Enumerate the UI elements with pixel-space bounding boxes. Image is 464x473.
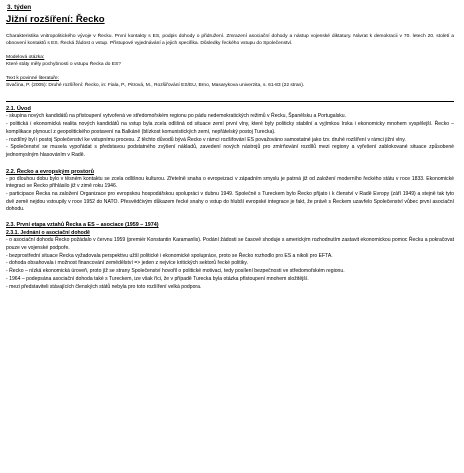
question-label: Modelová otázka: <box>6 54 45 60</box>
section-paragraph: - po dlouhou dobu bylo v těsném kontaktu se zcela odlišnou kulturou. Zřetelně snaha o evropeizaci v západním smyslu je patrná již od založení moderního řeckého státu v roce 1833. Ekonomické integraci se Řecko přihlásilo již v zimě roku 1946. <box>6 175 454 190</box>
literature-reference: Svačina, P. (2005): Druhé rozšíření: Řecko, in: Fiala, P., Pitrová, M., Rozšiřování ES/EU, Brno, Masarykova univerzita, s. 61-83 (22 stran). <box>6 83 305 89</box>
document-page <box>6 4 454 291</box>
section-paragraph: - mezi představiteli stávajících členských států nebyla pro toto rozšíření velká podpora. <box>6 283 202 290</box>
intro-paragraph: Charakteristika vnitropolitického vývoje v Řecku. První kontakty s ES, podpis dohody o přidružení. Zmrazení asociační dohody a nástup vojenské diktatury. Návrat k demokracii v 70. letech 20. století a obnovení kontaktů s ES. Řecká žádost o vstup. Přístupové vyjednávání a jejich specifika. Důsledky řeckého vstupu do Společenství. <box>6 34 454 47</box>
divider <box>6 101 454 102</box>
section-paragraph: - skupina nových kandidátů na přistoupení vytvořená ve středomořském regionu po pádu nedemokratických režimů v Řecku, Španělsku a Portugalsku. <box>6 113 347 120</box>
section-paragraph: - dohoda obsahovala i možnost financování zemědělství => jeden z nejvíce kritických sektorů řecké politiky. <box>6 260 248 267</box>
section-2-1 <box>6 105 454 159</box>
section-paragraph: - Společenství se musela vypořádat s představou podstatného zvýšení nákladů, zavedení nových nástrojů pro zmírňování rozdílů mezi regiony a vyřešení zablokované situace způsobené jednomyslným hlasováním v Radě. <box>6 144 454 158</box>
section-paragraph: - participace Řecka na založení Organizace pro evropskou hospodářskou spolupráci v dubnu 1949. Společně s Tureckem bylo Řecko přijato i k členství v Radě Evropy (září 1949) a stejně tak tyto dvě země nejdou vstoupily v roce 1952 do NATO. Přesvědčivým důkazem řecké snahy o vstup do hlubší evropské integrace je fakt, že právě s Řeckem uzavřelo Společenství vůbec první asociační dohodu. <box>6 191 454 213</box>
section-paragraph: - bezprostřední situace Řecka vyžadovala perspektivu užší politické i ekonomické spolupráce, proto se Řecko rozhodlo pro ES a nikoli pro EFTA. <box>6 252 333 259</box>
section-paragraph: - 1964 – podepsána asociační dohoda také s Tureckem, ize však říci, že v případě Turecka byla otázka přistoupení mnohem složitější. <box>6 275 309 282</box>
section-heading: 2.3. První etapa vztahů Řecka a ES – asociace (1959 – 1974) <box>6 222 159 229</box>
section-2-3 <box>6 222 454 291</box>
literature-label: Text k povinné literatuře: <box>6 75 60 81</box>
section-paragraph: - rozdílný byl i postoj Společenství ke vstupnímu procesu. Z těchto důvodů bývá Řecko v rámci rozšiřování ES považováno samostatné jako tzv. druhé rozšíření v rámci jižní vlny. <box>6 136 406 143</box>
model-question: Které státy měly pochybnosti o vstupu Řecka do ES? <box>6 62 121 68</box>
section-heading: 2.2. Řecko a evropským prostorů <box>6 168 94 175</box>
section-2-2 <box>6 168 454 215</box>
section-paragraph: - politická i ekonomická realita nových kandidátů na vstup byla zcela odlišná od situace zemí první vlny, které byly politicky stabilní a vyjímkou Irska i ekonomicky mnohem vyspělejší. Řecko – komplikace plynoucí z geopolitického postavení na Balkáně (blízkost komunistických zemí, nepřátelský postoj Turecka). <box>6 121 454 135</box>
page-title: Jižní rozšíření: Řecko <box>6 14 105 25</box>
subsection-heading: 2.3.1. Jednání o asociační dohodě <box>6 229 90 236</box>
section-heading: 2.1. Úvod <box>6 106 31 113</box>
week-label: 3. týden <box>7 4 32 11</box>
section-paragraph: - o asociační dohodu Řecko požádalo v červnu 1959 (premiér Konstantin Karamanlis). Podání žádosti se časově shoduje s americkým rozhodnutím zastavit ekonomickou pomoc Řecku a pokračovat pouze ve vojenské podpoře. <box>6 237 454 252</box>
section-paragraph: - Řecko – nízká ekonomická úroveň, proto jíž se strany Společenství hovořil o politické motivaci, tedy posílení bezpečnosti ve středomořském regionu. <box>6 268 345 275</box>
